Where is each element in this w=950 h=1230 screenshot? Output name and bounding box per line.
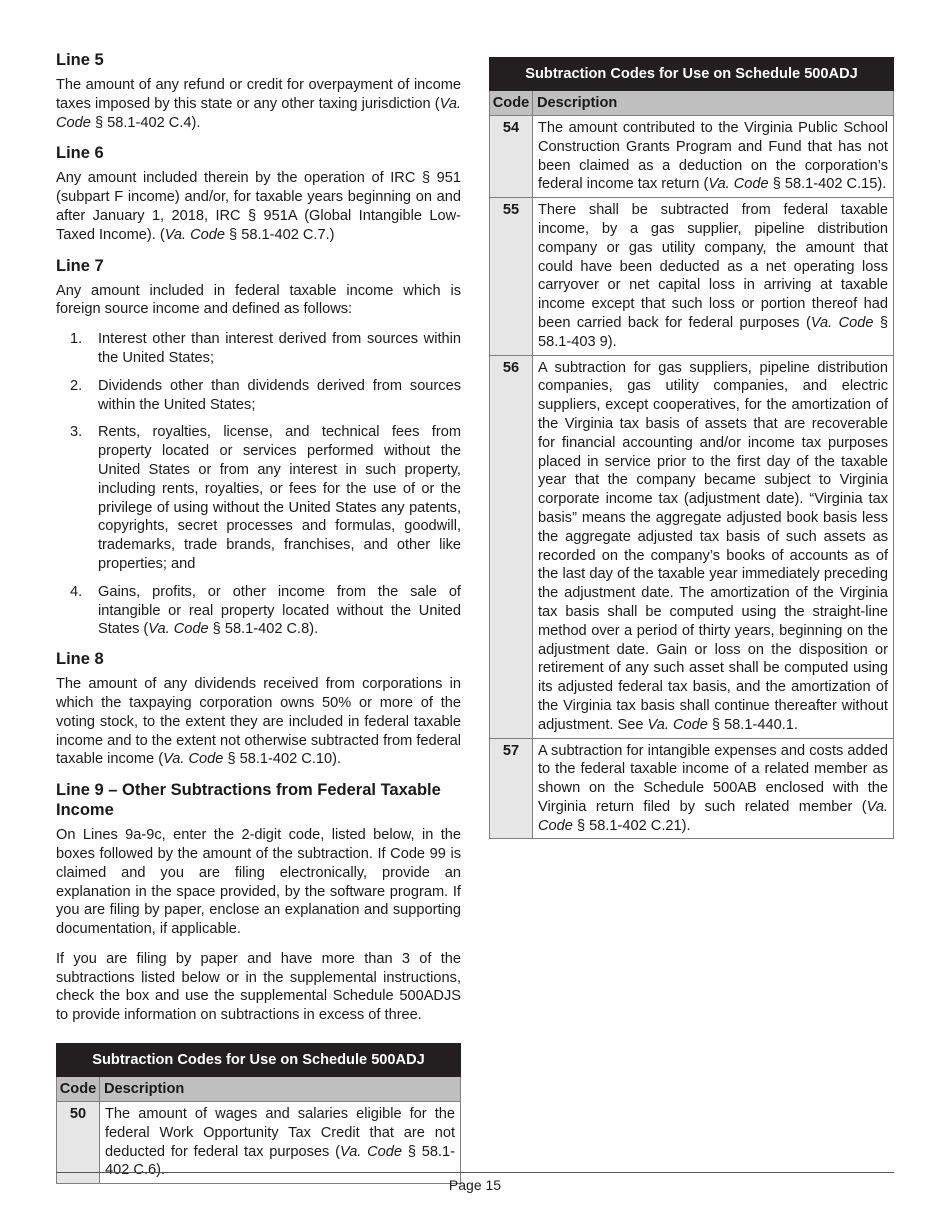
- table-row: [490, 738, 894, 839]
- right-column: [489, 57, 894, 839]
- section-line-9: [56, 780, 461, 1025]
- table-title: Subtraction Codes for Use on Schedule 500ADJ: [490, 58, 894, 91]
- description-cell: There shall be subtracted from federal taxable income, by a gas supplier, pipeline distribution company or gas utility company, the amount that could have been deducted as a net operating loss carryover or net capital loss in arriving at taxable income except that such loss or portion thereof had been carried back for federal purposes (Va. Code § 58.1-403 9).: [533, 198, 894, 355]
- list-item: 4. Gains, profits, or other income from the sale of intangible or real property located without the United States (Va. Code § 58.1-402 C.8).: [70, 583, 461, 638]
- code-cell: 56: [490, 355, 533, 738]
- line-5-text: The amount of any refund or credit for overpayment of income taxes imposed by this state or any other taxing jurisdiction (Va. Code § 58.1-402 C.4).: [56, 77, 461, 131]
- table-title: Subtraction Codes for Use on Schedule 500ADJ: [57, 1044, 461, 1077]
- page-number: Page 15: [448, 1177, 502, 1193]
- subtraction-codes-table-right: [489, 57, 894, 839]
- foreign-income-list: [56, 330, 461, 639]
- subtraction-codes-table-left: [56, 1043, 461, 1184]
- line-9-para-2: If you are filing by paper and have more than 3 of the subtractions listed below or in the supplemental instructions, check the box and use the supplemental Schedule 500ADJS to provide information on subtractions in excess of three.: [56, 950, 461, 1024]
- table-row: [490, 116, 894, 198]
- section-line-7: [56, 256, 461, 640]
- description-cell: A subtraction for gas suppliers, pipeline distribution companies, gas utility companies, and electric suppliers, except cooperatives, for the amortization of the Virginia tax basis of assets that are recoverable for financial accounting and/or income tax purposes placed in service prior to the first day of the taxable year that the company became subject to Virginia corporate income tax (adjustment date). “Virginia tax basis” means the aggregate adjusted book basis less the aggregate adjusted tax basis of such assets as recorded on the company’s books of accounts as of the last day of the taxable year immediately preceding the adjustment date. The amortization of the Virginia tax basis shall be computed using the straight-line method over a period of thirty years, beginning on the adjustment date. Gain or loss on the disposition or retirement of any such asset shall be computed using its adjusted federal tax basis, and the amortization of the Virginia tax basis shall continue thereafter without adjustment. See Va. Code § 58.1-440.1.: [533, 355, 894, 738]
- column-header-description: Description: [533, 91, 894, 116]
- code-cell: 54: [490, 116, 533, 198]
- column-header-code: Code: [57, 1077, 100, 1102]
- footer-divider: [56, 1172, 894, 1173]
- section-line-5: [56, 50, 461, 132]
- code-cell: 57: [490, 738, 533, 839]
- line-6-text: Any amount included therein by the operation of IRC § 951 (subpart F income) and/or, for taxable years beginning on and after January 1, 2018, IRC § 951A (Global Intangible Low-Taxed Income). (Va. Code § 58.1-402 C.7.): [56, 170, 461, 243]
- section-line-8: [56, 649, 461, 769]
- heading-line-9: Line 9 – Other Subtractions from Federal Taxable Income: [56, 781, 441, 820]
- description-cell: A subtraction for intangible expenses and costs added to the federal taxable income of a related member as shown on the Schedule 500AB enclosed with the Virginia return filed by such related member (Va. Code § 58.1-402 C.21).: [533, 738, 894, 839]
- list-item: 3. Rents, royalties, license, and technical fees from property located or services performed without the United States or from any interest in such property, including rents, royalties, or fees for the use of or the privilege of using without the United States any patents, copyrights, secret processes and formulas, goodwill, trademarks, trade brands, franchises, and other like properties; and: [70, 424, 461, 572]
- code-cell: 55: [490, 198, 533, 355]
- heading-line-8: Line 8: [56, 650, 104, 669]
- table-row: [490, 198, 894, 355]
- left-column: [56, 50, 461, 1184]
- heading-line-6: Line 6: [56, 144, 104, 163]
- column-header-description: Description: [100, 1077, 461, 1102]
- line-7-intro: Any amount included in federal taxable income which is foreign source income and defined as follows:: [56, 282, 461, 318]
- heading-line-7: Line 7: [56, 256, 104, 275]
- column-header-code: Code: [490, 91, 533, 116]
- line-8-text: The amount of any dividends received from corporations in which the taxpaying corporation owns 50% or more of the voting stock, to the extent they are included in federal taxable income and to the extent not otherwise subtracted from federal taxable income (Va. Code § 58.1-402 C.10).: [56, 676, 461, 768]
- table-row: [490, 355, 894, 738]
- code-cell: 50: [57, 1102, 100, 1184]
- list-item: 2. Dividends other than dividends derived from sources within the United States;: [70, 377, 461, 413]
- description-cell: The amount contributed to the Virginia Public School Construction Grants Program and Fund that has not been claimed as a deduction on the corporation’s federal income tax return (Va. Code § 58.1-402 C.15).: [533, 116, 894, 198]
- description-cell: The amount of wages and salaries eligible for the federal Work Opportunity Tax Credit that are not deducted for federal tax purposes (Va. Code § 58.1-402 C.6).: [100, 1102, 461, 1184]
- list-item: 1. Interest other than interest derived from sources within the United States;: [70, 331, 461, 366]
- heading-line-5: Line 5: [56, 51, 104, 69]
- line-9-para-1: On Lines 9a-9c, enter the 2-digit code, listed below, in the boxes followed by the amount of the subtraction. If Code 99 is claimed and you are filing electronically, provide an explanation in the space provided, by the software program. If you are filing by paper, enclose an explanation and supporting documentation, if applicable.: [56, 827, 461, 938]
- section-line-6: [56, 143, 461, 244]
